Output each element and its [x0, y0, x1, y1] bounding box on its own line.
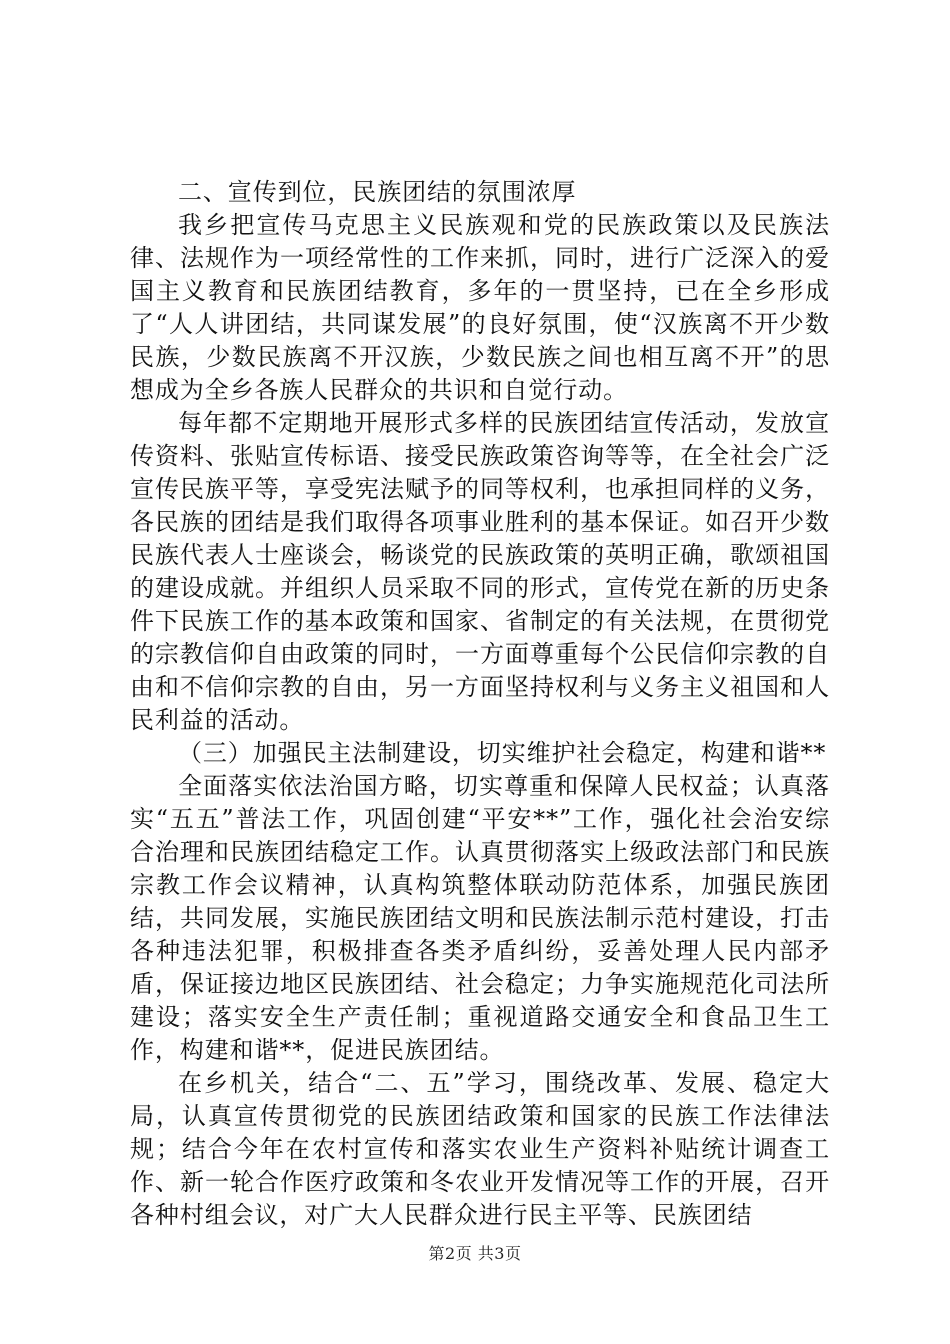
paragraph: 每年都不定期地开展形式多样的民族团结宣传活动，发放宣传资料、张贴宣传标语、接受民族政策咨询等等，在全社会广泛宣传民族平等，享受宪法赋予的同等权利，也承担同样的义务，各民族的团结是我们取得各项事业胜利的基本保证。如召开少数民族代表人士座谈会，畅谈党的民族政策的英明正确，歌颂祖国的建设成就。并组织人员采取不同的形式，宣传党在新的历史条件下民族工作的基本政策和国家、省制定的有关法规，在贯彻党的宗教信仰自由政策的同时，一方面尊重每个公民信仰宗教的自由和不信仰宗教的自由，另一方面坚持权利与义务主义祖国和人民利益的活动。 [130, 409, 830, 734]
subsection-heading: （三）加强民主法制建设，切实维护社会稳定，构建和谐** [178, 739, 827, 767]
paragraph: 全面落实依法治国方略，切实尊重和保障人民权益；认真落实“五五”普法工作，巩固创建“平安**”工作，强化社会治安综合治理和民族团结稳定工作。认真贯彻落实上级政法部门和民族宗教工作会议精神，认真构筑整体联动防范体系，加强民族团结，共同发展，实施民族团结文明和民族法制示范村建设，打击各种违法犯罪，积极排查各类矛盾纠纷，妥善处理人民内部矛盾，保证接边地区民族团结、社会稳定；力争实施规范化司法所建设；落实安全生产责任制；重视道路交通安全和食品卫生工作，构建和谐**，促进民族团结。 [130, 772, 830, 1064]
section-heading: 二、宣传到位，民族团结的氛围浓厚 [178, 178, 577, 206]
paragraph: 在乡机关，结合“二、五”学习，围绕改革、发展、稳定大局，认真宣传贯彻党的民族团结政策和国家的民族工作法律法规；结合今年在农村宣传和落实农业生产资料补贴统计调查工作、新一轮合作医疗政策和冬农业开发情况等工作的开展，召开各种村组会议，对广大人民群众进行民主平等、民族团结 [130, 1069, 830, 1229]
document-body [130, 176, 830, 1232]
paragraph: 我乡把宣传马克思主义民族观和党的民族政策以及民族法律、法规作为一项经常性的工作来抓，同时，进行广泛深入的爱国主义教育和民族团结教育，多年的一贯坚持，已在全乡形成了“人人讲团结，共同谋发展”的良好氛围，使“汉族离不开少数民族，少数民族离不开汉族，少数民族之间也相互离不开”的思想成为全乡各族人民群众的共识和自觉行动。 [130, 211, 830, 404]
page-number-footer: 第2页 共3页 [428, 1244, 522, 1263]
